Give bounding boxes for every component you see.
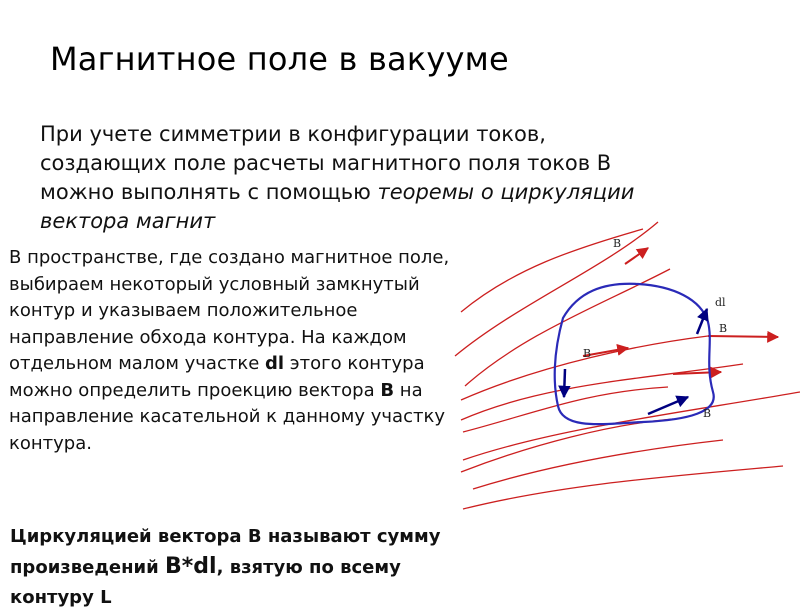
magnetic-field-figure [443, 214, 800, 600]
body-text-2: этого контура можно определить проекцию вектора [9, 353, 425, 401]
body-paragraph [9, 245, 459, 457]
field-line-6 [463, 387, 668, 432]
b-vector-arrows [583, 248, 778, 374]
field-line-7 [463, 392, 800, 460]
field-lines [455, 222, 800, 509]
footer-text-1: Циркуляцией вектора B называют сумму произведений [10, 526, 441, 578]
b-term: B [380, 379, 395, 401]
label-b-middle: B [583, 347, 592, 360]
slide-title: Магнитное поле в вакууме [50, 40, 509, 78]
field-line-10 [463, 466, 783, 509]
dl-term: dl [265, 353, 285, 374]
dl-arrow-right [697, 309, 707, 334]
intro-italic-text: теоремы о циркуляции вектора магнит [40, 180, 635, 233]
circulation-definition [10, 522, 480, 613]
field-line-9 [473, 440, 723, 489]
closed-contour [555, 284, 714, 424]
product-term: B*dl [165, 554, 217, 579]
label-dl: dl [715, 296, 726, 309]
dl-arrow-left [564, 369, 565, 397]
b-arrow-top [625, 248, 648, 264]
body-text-1: В пространстве, где создано магнитное поле, выбираем некоторый условный замкнутый контур и указываем положительное направление обхода контура. На каждом отдельном малом участке [9, 247, 450, 374]
label-b-right: B [719, 322, 728, 335]
figure-labels [583, 237, 727, 420]
body-text-3: на направление касательной к данному участку контура. [9, 379, 445, 454]
field-contour-diagram [443, 214, 800, 600]
intro-text: При учете симметрии в конфигурации токов, создающих поле расчеты магнитного поля токов B можно выполнять с помощью [40, 122, 612, 204]
field-line-2 [455, 222, 658, 356]
footer-text-2: , взятую по всему контуру L [10, 557, 401, 608]
label-b-bottom: B [703, 407, 712, 420]
label-b-top: B [613, 237, 622, 250]
field-line-4 [461, 336, 708, 400]
b-arrow-right [708, 336, 778, 337]
